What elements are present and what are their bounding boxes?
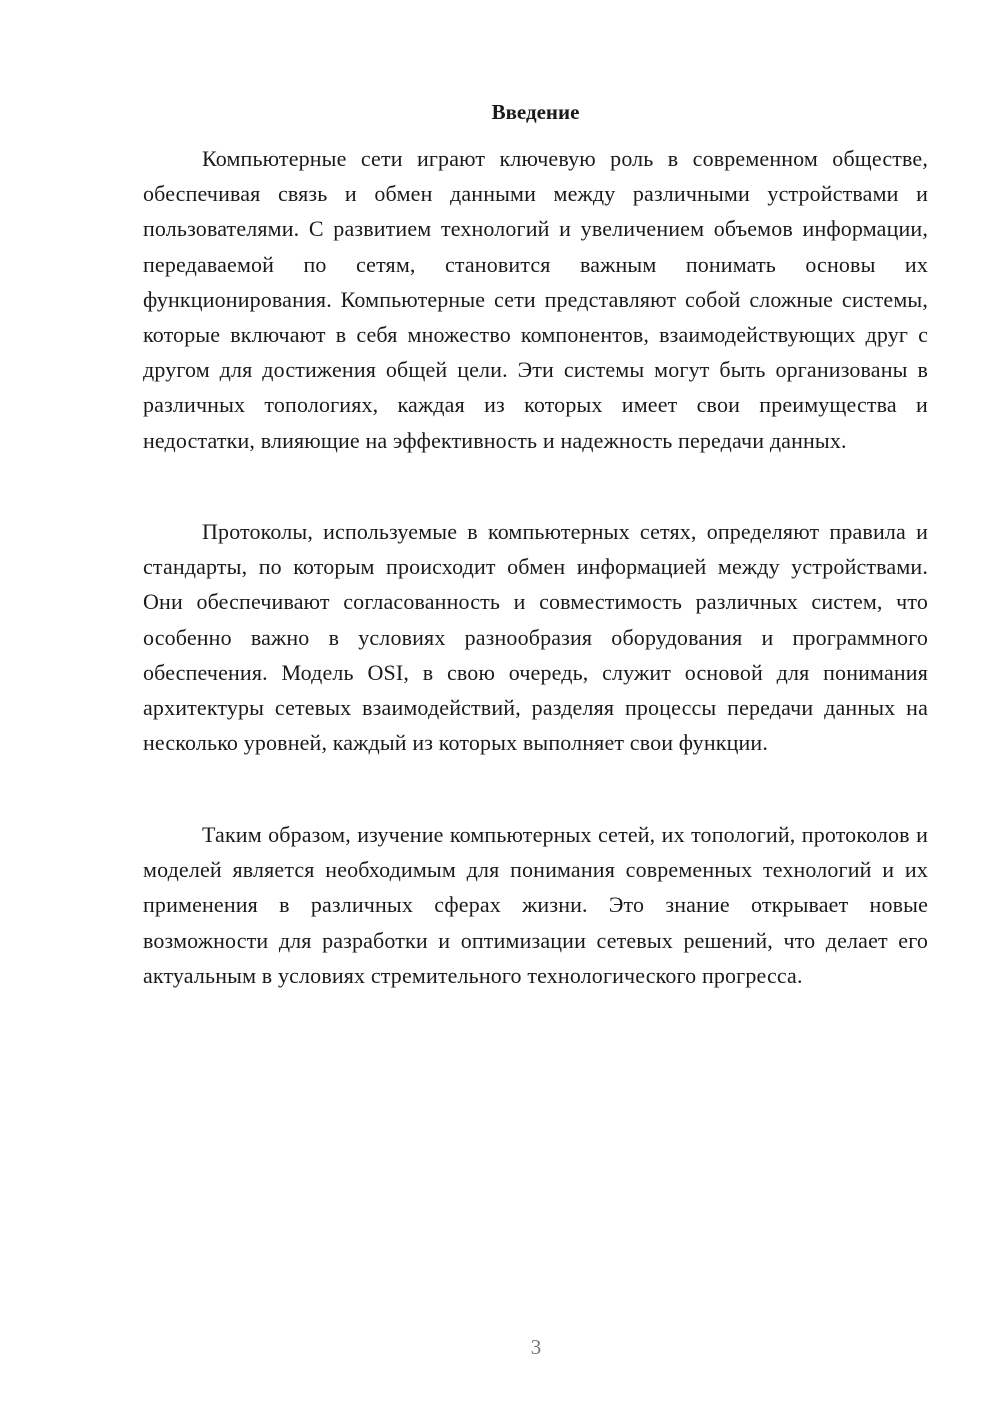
paragraph-protocols: Протоколы, используемые в компьютерных сетях, определяют правила и стандарты, по которым происходит обмен информацией между устройствами. Они обеспечивают согласованность и совместимость различных систем, что особенно важно в условиях разнообразия оборудования и программного обеспечения. Модель OSI, в свою очередь, служит основой для понимания архитектуры сетевых взаимодействий, разделяя процессы передачи данных на несколько уровней, каждый из которых выполняет свои функции.	[143, 519, 928, 756]
paragraph-conclusion: Таким образом, изучение компьютерных сетей, их топологий, протоколов и моделей является необходимым для понимания современных технологий и их применения в различных сферах жизни. Это знание открывает новые возможности для разработки и оптимизации сетевых решений, что делает его актуальным в условиях стремительного технологического прогресса.	[143, 822, 928, 988]
paragraph-intro: Компьютерные сети играют ключевую роль в современном обществе, обеспечивая связь и обмен данными между различными устройствами и пользователями. С развитием технологий и увеличением объемов информации, передаваемой по сетям, становится важным понимать основы их функционирования. Компьютерные сети представляют собой сложные системы, которые включают в себя множество компонентов, взаимодействующих друг с другом для достижения общей цели. Эти системы могут быть организованы в различных топологиях, каждая из которых имеет свои преимущества и недостатки, влияющие на эффективность и надежность передачи данных.	[143, 146, 928, 453]
page-title: Введение	[491, 100, 580, 124]
page-number: 3	[530, 1335, 542, 1359]
